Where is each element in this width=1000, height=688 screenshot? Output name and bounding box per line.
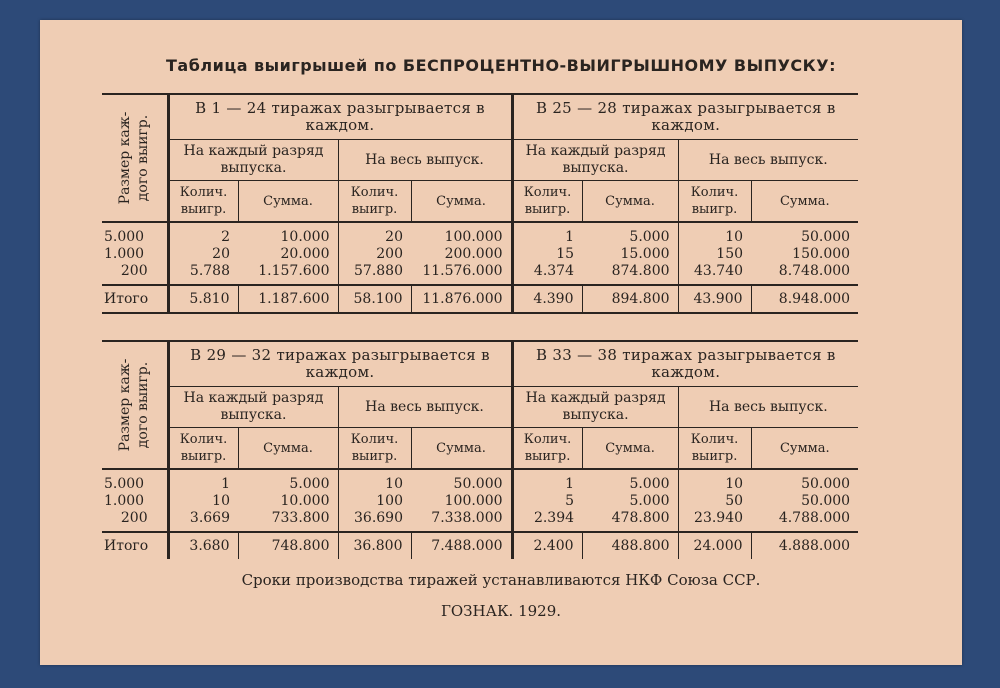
cell-value: 7.338.000 [411, 510, 512, 532]
col-count: Колич. выигр. [512, 181, 582, 223]
cell-value: 36.690 [338, 510, 411, 532]
group-heading: В 29 — 32 тиражах разыгрывается в каждом. [168, 341, 512, 387]
col-sum: Сумма. [751, 181, 858, 223]
table-row [102, 246, 858, 263]
prize-size: 1.000 [104, 493, 145, 509]
col-count: Колич. выигр. [678, 428, 751, 470]
cell-value: 20.000 [280, 246, 330, 262]
cell-value: 5.000 [582, 222, 678, 246]
cell-value: 20 [338, 222, 411, 246]
cell-value: 15 [512, 246, 582, 263]
cell-value: 2 [168, 222, 238, 246]
cell-value: 150.000 [792, 246, 851, 262]
total-value: 894.800 [582, 285, 678, 313]
subheading-each: На каждый разряд выпуска. [168, 387, 338, 428]
cell-value: 50 [678, 493, 751, 510]
total-value: 4.888.000 [751, 532, 858, 559]
col-sum: Сумма. [238, 428, 338, 470]
total-value: 58.100 [338, 285, 411, 313]
table-row [102, 469, 858, 493]
cell-value: 5.788 [168, 263, 238, 285]
total-label: Итого [102, 285, 168, 313]
total-value: 24.000 [678, 532, 751, 559]
total-value: 488.800 [582, 532, 678, 559]
total-value: 8.948.000 [751, 285, 858, 313]
row-header-line2: дого выигр. [135, 361, 152, 449]
total-value: 7.488.000 [411, 532, 512, 559]
subheading-all: На весь выпуск. [338, 387, 512, 428]
cell-value: 1 [512, 469, 582, 493]
prize-size: 200 [102, 510, 168, 532]
total-value: 5.810 [168, 285, 238, 313]
cell-value: 874.800 [582, 263, 678, 285]
table-row [102, 263, 858, 285]
cell-value: 1 [512, 222, 582, 246]
subheading-each: На каждый разряд выпуска. [168, 140, 338, 181]
cell-value: 4.374 [512, 263, 582, 285]
total-value: 2.400 [512, 532, 582, 559]
cell-value: 50.000 [801, 493, 851, 509]
total-value: 11.876.000 [411, 285, 512, 313]
cell-value: 5.000 [238, 469, 338, 493]
cell-value: 150 [678, 246, 751, 263]
cell-value: 10 [678, 222, 751, 246]
cell-value: 23.940 [678, 510, 751, 532]
col-count: Колич. выигр. [512, 428, 582, 470]
group-heading: В 1 — 24 тиражах разыгрывается в каждом. [168, 94, 512, 140]
prize-size: 200 [102, 263, 168, 285]
total-value: 43.900 [678, 285, 751, 313]
total-value: 4.390 [512, 285, 582, 313]
footer-note: Сроки производства тиражей устанавливаются НКФ Союза ССР. [241, 571, 761, 589]
totals-row [102, 285, 858, 313]
total-value: 1.187.600 [238, 285, 338, 313]
cell-value: 2.394 [512, 510, 582, 532]
prize-size: 5.000 [102, 469, 168, 493]
row-header-line1: Размер каж- [117, 358, 134, 452]
group-heading: В 33 — 38 тиражах разыгрывается в каждом. [512, 341, 858, 387]
cell-value: 10.000 [280, 493, 330, 509]
bond-back-sheet [40, 20, 962, 665]
cell-value: 200 [338, 246, 411, 263]
cell-value: 200.000 [444, 246, 503, 262]
printer-imprint: ГОЗНАК. 1929. [440, 602, 562, 620]
cell-value: 15.000 [620, 246, 670, 262]
group-heading: В 25 — 28 тиражах разыгрывается в каждом. [512, 94, 858, 140]
table-title: Таблица выигрышей по БЕСПРОЦЕНТНО-ВЫИГРЫШНОМУ ВЫПУСКУ: [166, 56, 836, 75]
totals-row [102, 532, 858, 559]
prize-size: 5.000 [102, 222, 168, 246]
subheading-all: На весь выпуск. [678, 387, 858, 428]
cell-value: 5.000 [629, 493, 670, 509]
cell-value: 57.880 [338, 263, 411, 285]
cell-value: 43.740 [678, 263, 751, 285]
cell-value: 100.000 [411, 222, 512, 246]
col-sum: Сумма. [582, 428, 678, 470]
prize-size: 1.000 [104, 246, 145, 262]
subheading-each: На каждый разряд выпуска. [512, 140, 678, 181]
table-row [102, 222, 858, 246]
cell-value: 1.157.600 [238, 263, 338, 285]
total-value: 3.680 [168, 532, 238, 559]
cell-value: 50.000 [411, 469, 512, 493]
cell-value: 100.000 [444, 493, 503, 509]
table-row [102, 510, 858, 532]
cell-value: 3.669 [168, 510, 238, 532]
row-header [102, 341, 168, 469]
cell-value: 50.000 [751, 222, 858, 246]
cell-value: 5.000 [582, 469, 678, 493]
cell-value: 50.000 [751, 469, 858, 493]
cell-value: 8.748.000 [751, 263, 858, 285]
col-sum: Сумма. [751, 428, 858, 470]
col-sum: Сумма. [411, 428, 512, 470]
cell-value: 4.788.000 [751, 510, 858, 532]
prize-table-2 [102, 340, 858, 559]
cell-value: 10 [678, 469, 751, 493]
cell-value: 1 [168, 469, 238, 493]
col-count: Колич. выигр. [168, 428, 238, 470]
cell-value: 20 [168, 246, 238, 263]
cell-value: 10 [338, 469, 411, 493]
cell-value: 10.000 [238, 222, 338, 246]
cell-value: 10 [168, 493, 238, 510]
subheading-all: На весь выпуск. [338, 140, 512, 181]
table-row [102, 493, 858, 510]
col-count: Колич. выигр. [338, 181, 411, 223]
row-header [102, 94, 168, 222]
row-header-line2: дого выигр. [135, 114, 152, 202]
prize-table-1 [102, 93, 858, 314]
total-value: 748.800 [238, 532, 338, 559]
cell-value: 733.800 [238, 510, 338, 532]
col-sum: Сумма. [238, 181, 338, 223]
col-sum: Сумма. [582, 181, 678, 223]
col-count: Колич. выигр. [678, 181, 751, 223]
total-value: 36.800 [338, 532, 411, 559]
cell-value: 11.576.000 [411, 263, 512, 285]
cell-value: 100 [338, 493, 411, 510]
col-sum: Сумма. [411, 181, 512, 223]
cell-value: 478.800 [582, 510, 678, 532]
col-count: Колич. выигр. [338, 428, 411, 470]
cell-value: 5 [512, 493, 582, 510]
total-label: Итого [104, 537, 149, 554]
subheading-all: На весь выпуск. [678, 140, 858, 181]
row-header-line1: Размер каж- [117, 111, 134, 205]
col-count: Колич. выигр. [168, 181, 238, 223]
subheading-each: На каждый разряд выпуска. [512, 387, 678, 428]
